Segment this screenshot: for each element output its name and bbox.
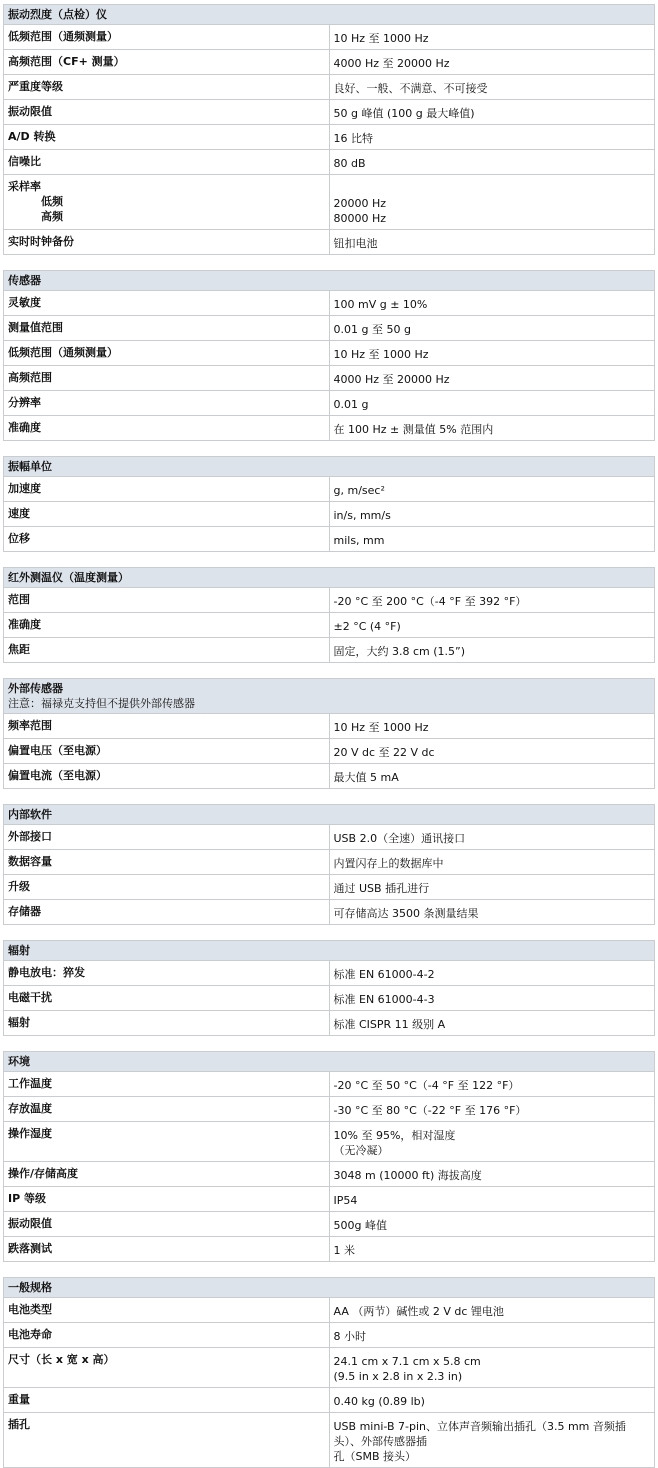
spec-value-cell [329, 1212, 655, 1237]
spec-value-cell [329, 825, 655, 850]
spec-value-cell [329, 1072, 655, 1097]
spec-value-cell [329, 316, 655, 341]
spec-row [4, 986, 655, 1011]
spec-label: 范围 [8, 593, 30, 606]
spec-label-cell [4, 875, 330, 900]
spec-row [4, 1072, 655, 1097]
spec-table [3, 270, 655, 441]
spec-value-cell [329, 100, 655, 125]
spec-value-cell [329, 150, 655, 175]
spec-value: 标准 CISPR 11 级别 A [333, 1018, 446, 1031]
spec-value: 100 mV g ± 10% [333, 298, 428, 311]
spec-sublabel: 低频 [41, 195, 63, 208]
spec-value-cell [329, 1323, 655, 1348]
spec-label-cell [4, 1212, 330, 1237]
spec-row [4, 1388, 655, 1413]
spec-row [4, 366, 655, 391]
spec-label-cell [4, 1237, 330, 1262]
section-title: 辐射 [8, 944, 30, 957]
spec-label-cell [4, 825, 330, 850]
spec-table [3, 1051, 655, 1262]
spec-value-line: （无冷凝） [333, 1144, 389, 1157]
spec-value-line: 10% 至 95%，相对湿度 [333, 1129, 456, 1142]
spec-label: 高频范围（CF+ 测量） [8, 55, 125, 68]
spec-label: 振动限值 [8, 1217, 52, 1230]
spec-value: 50 g 峰值 (100 g 最大峰值) [333, 107, 475, 120]
spec-value-cell [329, 291, 655, 316]
spec-value-cell [329, 502, 655, 527]
spec-value: 可存储高达 3500 条测量结果 [333, 907, 479, 920]
spec-row [4, 875, 655, 900]
spec-row [4, 230, 655, 255]
spec-label-cell [4, 291, 330, 316]
section-title: 红外测温仪（温度测量） [8, 571, 129, 584]
spec-label-cell [4, 1413, 330, 1468]
spec-label-cell [4, 416, 330, 441]
spec-row [4, 1011, 655, 1036]
spec-label: 重量 [8, 1393, 30, 1406]
spec-row [4, 638, 655, 663]
spec-label-cell [4, 850, 330, 875]
spec-value: 4000 Hz 至 20000 Hz [333, 373, 450, 386]
section-title: 振幅单位 [8, 460, 52, 473]
section-header [4, 805, 655, 825]
spec-value-line: 80000 Hz [333, 212, 387, 225]
spec-value: 固定，大约 3.8 cm (1.5”) [333, 645, 466, 658]
spec-label-cell [4, 175, 330, 230]
spec-label-cell [4, 150, 330, 175]
spec-value-cell [329, 1187, 655, 1212]
spec-table [3, 678, 655, 789]
section-title: 环境 [8, 1055, 30, 1068]
spec-row [4, 764, 655, 789]
spec-label: 振动限值 [8, 105, 52, 118]
spec-label-cell [4, 366, 330, 391]
spec-value: 8 小时 [333, 1330, 366, 1343]
spec-row [4, 613, 655, 638]
spec-label-cell [4, 125, 330, 150]
spec-row [4, 175, 655, 230]
spec-row [4, 1162, 655, 1187]
spec-label-cell [4, 527, 330, 552]
section-header [4, 568, 655, 588]
spec-row [4, 1187, 655, 1212]
spec-label-cell [4, 986, 330, 1011]
spec-row [4, 714, 655, 739]
spec-label: 工作温度 [8, 1077, 52, 1090]
spec-value-cell [329, 391, 655, 416]
spec-row [4, 1413, 655, 1468]
spec-value: 通过 USB 插孔进行 [333, 882, 430, 895]
section-title: 一般规格 [8, 1281, 52, 1294]
spec-label: 焦距 [8, 643, 30, 656]
spec-label-cell [4, 502, 330, 527]
spec-label-cell [4, 1011, 330, 1036]
spec-value-cell [329, 125, 655, 150]
spec-label: 偏置电流（至电源） [8, 769, 107, 782]
spec-label: 灵敏度 [8, 296, 41, 309]
spec-label-cell [4, 1187, 330, 1212]
spec-label-cell [4, 1122, 330, 1162]
spec-value-cell [329, 1162, 655, 1187]
spec-row [4, 527, 655, 552]
spec-label: 速度 [8, 507, 30, 520]
spec-label: 采样率 [8, 180, 41, 193]
spec-value-cell [329, 986, 655, 1011]
spec-value-cell [329, 1348, 655, 1388]
spec-row [4, 1212, 655, 1237]
spec-label-cell [4, 477, 330, 502]
spec-label-cell [4, 900, 330, 925]
spec-value: g, m/sec² [333, 484, 385, 497]
spec-value: 500g 峰值 [333, 1219, 387, 1232]
spec-table [3, 4, 655, 255]
spec-row [4, 341, 655, 366]
spec-label-cell [4, 316, 330, 341]
section-header-row [4, 457, 655, 477]
spec-label-cell [4, 1388, 330, 1413]
spec-value: AA （两节）碱性或 2 V dc 锂电池 [333, 1305, 504, 1318]
spec-value: 标准 EN 61000-4-2 [333, 968, 435, 981]
spec-value-cell [329, 75, 655, 100]
spec-value: mils, mm [333, 534, 385, 547]
spec-label-cell [4, 638, 330, 663]
spec-row [4, 850, 655, 875]
spec-label: 存储器 [8, 905, 41, 918]
section-title: 内部软件 [8, 808, 52, 821]
spec-label: 静电放电：猝发 [8, 966, 85, 979]
spec-label-cell [4, 25, 330, 50]
section-header [4, 941, 655, 961]
spec-value-cell [329, 341, 655, 366]
spec-value-cell [329, 416, 655, 441]
spec-row [4, 100, 655, 125]
spec-row [4, 477, 655, 502]
spec-label: 操作湿度 [8, 1127, 52, 1140]
section-header [4, 679, 655, 714]
spec-value-cell [329, 1122, 655, 1162]
spec-value: -30 °C 至 80 °C（-22 °F 至 176 °F） [333, 1104, 527, 1117]
spec-label-cell [4, 1298, 330, 1323]
spec-value: -20 °C 至 200 °C（-4 °F 至 392 °F） [333, 595, 527, 608]
spec-row [4, 75, 655, 100]
section-header-row [4, 679, 655, 714]
spec-label-cell [4, 1097, 330, 1122]
spec-value: 内置闪存上的数据库中 [333, 857, 444, 870]
spec-value-cell [329, 900, 655, 925]
spec-label: 电池寿命 [8, 1328, 52, 1341]
spec-table [3, 456, 655, 552]
spec-value: 最大值 5 mA [333, 771, 399, 784]
spec-label: 严重度等级 [8, 80, 63, 93]
spec-value: IP54 [333, 1194, 358, 1207]
spec-label: 加速度 [8, 482, 41, 495]
spec-row [4, 391, 655, 416]
spec-label-cell [4, 230, 330, 255]
spec-value-cell [329, 1097, 655, 1122]
value-spacer [334, 181, 651, 196]
spec-label: 辐射 [8, 1016, 30, 1029]
spec-label: 电磁干扰 [8, 991, 52, 1004]
spec-label-cell [4, 50, 330, 75]
spec-value: 10 Hz 至 1000 Hz [333, 348, 429, 361]
spec-row [4, 502, 655, 527]
spec-label: A/D 转换 [8, 130, 56, 143]
section-header-row [4, 941, 655, 961]
spec-value-line: 孔（SMB 接头） [333, 1450, 417, 1463]
spec-value: 0.40 kg (0.89 lb) [333, 1395, 425, 1408]
spec-table [3, 1277, 655, 1468]
spec-value-cell [329, 613, 655, 638]
spec-row [4, 1298, 655, 1323]
spec-value-cell [329, 230, 655, 255]
section-header-row [4, 1278, 655, 1298]
spec-label-cell [4, 75, 330, 100]
spec-label-cell [4, 613, 330, 638]
spec-label-cell [4, 961, 330, 986]
spec-label: 信噪比 [8, 155, 41, 168]
spec-label: 高频范围 [8, 371, 52, 384]
spec-value: 80 dB [333, 157, 366, 170]
spec-value: 良好、一般、不满意、不可接受 [333, 82, 488, 95]
section-note: 注意：福禄克支持但不提供外部传感器 [8, 697, 195, 710]
spec-label: 升级 [8, 880, 30, 893]
spec-value: 10 Hz 至 1000 Hz [333, 32, 429, 45]
section-header-row [4, 5, 655, 25]
spec-value: USB 2.0（全速）通讯接口 [333, 832, 466, 845]
spec-value: 20 V dc 至 22 V dc [333, 746, 435, 759]
spec-label-cell [4, 739, 330, 764]
spec-value: 标准 EN 61000-4-3 [333, 993, 435, 1006]
spec-value-line: (9.5 in x 2.8 in x 2.3 in) [333, 1370, 463, 1383]
spec-value: in/s, mm/s [333, 509, 391, 522]
spec-value-cell [329, 1388, 655, 1413]
spec-label: 操作/存储高度 [8, 1167, 79, 1180]
section-header [4, 1278, 655, 1298]
spec-value-cell [329, 1413, 655, 1468]
spec-label: 偏置电压（至电源） [8, 744, 107, 757]
spec-value-line: USB mini-B 7-pin、立体声音频输出插孔（3.5 mm 音频插头）、外部传感器插 [333, 1420, 626, 1448]
spec-label: 低频范围（通频测量） [8, 346, 118, 359]
spec-row [4, 1097, 655, 1122]
spec-row [4, 291, 655, 316]
section-header [4, 271, 655, 291]
spec-value-cell [329, 50, 655, 75]
spec-value: 4000 Hz 至 20000 Hz [333, 57, 450, 70]
spec-value: 钮扣电池 [333, 237, 378, 250]
spec-sublabel: 高频 [41, 210, 63, 223]
spec-label: IP 等级 [8, 1192, 46, 1205]
section-header-row [4, 568, 655, 588]
spec-value-cell [329, 175, 655, 230]
spec-row [4, 961, 655, 986]
spec-label: 低频范围（通频测量） [8, 30, 118, 43]
spec-label-cell [4, 1072, 330, 1097]
spec-value: 16 比特 [333, 132, 373, 145]
spec-value: 10 Hz 至 1000 Hz [333, 721, 429, 734]
spec-value-cell [329, 638, 655, 663]
spec-label-cell [4, 1323, 330, 1348]
spec-table [3, 567, 655, 663]
spec-label-cell [4, 100, 330, 125]
section-title: 振动烈度（点检）仪 [8, 8, 107, 21]
spec-row [4, 739, 655, 764]
spec-label: 尺寸（长 x 宽 x 高） [8, 1353, 115, 1366]
spec-value-cell [329, 961, 655, 986]
spec-value-cell [329, 588, 655, 613]
spec-value-cell [329, 714, 655, 739]
section-header-row [4, 271, 655, 291]
spec-row [4, 25, 655, 50]
spec-value-cell [329, 477, 655, 502]
spec-row [4, 1323, 655, 1348]
spec-label: 存放温度 [8, 1102, 52, 1115]
spec-value-cell [329, 850, 655, 875]
section-header-row [4, 805, 655, 825]
spec-label-cell [4, 341, 330, 366]
spec-value: ±2 °C (4 °F) [333, 620, 401, 633]
spec-label: 频率范围 [8, 719, 52, 732]
spec-value-line: 20000 Hz [333, 197, 387, 210]
section-header [4, 5, 655, 25]
spec-value-cell [329, 1011, 655, 1036]
spec-label: 电池类型 [8, 1303, 52, 1316]
spec-row [4, 416, 655, 441]
spec-label: 数据容量 [8, 855, 52, 868]
section-title: 传感器 [8, 274, 41, 287]
section-header-row [4, 1052, 655, 1072]
spec-label-cell [4, 1348, 330, 1388]
spec-table [3, 804, 655, 925]
spec-label-cell [4, 714, 330, 739]
spec-row [4, 50, 655, 75]
spec-label-cell [4, 588, 330, 613]
spec-row [4, 1237, 655, 1262]
section-header [4, 457, 655, 477]
spec-value-cell [329, 875, 655, 900]
spec-label: 测量值范围 [8, 321, 63, 334]
spec-value-cell [329, 527, 655, 552]
section-header [4, 1052, 655, 1072]
spec-label: 准确度 [8, 421, 41, 434]
spec-row [4, 125, 655, 150]
spec-value: 1 米 [333, 1244, 355, 1257]
spec-value-line: 24.1 cm x 7.1 cm x 5.8 cm [333, 1355, 481, 1368]
spec-label: 实时时钟备份 [8, 235, 74, 248]
spec-value: -20 °C 至 50 °C（-4 °F 至 122 °F） [333, 1079, 520, 1092]
spec-value: 3048 m (10000 ft) 海拔高度 [333, 1169, 482, 1182]
spec-value-cell [329, 366, 655, 391]
spec-label: 外部接口 [8, 830, 52, 843]
spec-row [4, 150, 655, 175]
spec-label: 跌落测试 [8, 1242, 52, 1255]
spec-row [4, 588, 655, 613]
section-title: 外部传感器 [8, 682, 63, 695]
spec-value: 0.01 g [333, 398, 369, 411]
spec-value-cell [329, 1237, 655, 1262]
spec-row [4, 316, 655, 341]
spec-value-cell [329, 25, 655, 50]
spec-label: 插孔 [8, 1418, 30, 1431]
spec-label-cell [4, 764, 330, 789]
spec-table [3, 940, 655, 1036]
spec-value-cell [329, 764, 655, 789]
spec-row [4, 1122, 655, 1162]
spec-row [4, 900, 655, 925]
spec-label-cell [4, 391, 330, 416]
spec-label: 分辨率 [8, 396, 41, 409]
spec-value: 在 100 Hz ± 测量值 5% 范围内 [333, 423, 494, 436]
spec-label: 位移 [8, 532, 30, 545]
spec-value-cell [329, 739, 655, 764]
spec-value: 0.01 g 至 50 g [333, 323, 411, 336]
spec-row [4, 825, 655, 850]
spec-row [4, 1348, 655, 1388]
spec-value-cell [329, 1298, 655, 1323]
spec-label: 准确度 [8, 618, 41, 631]
spec-label-cell [4, 1162, 330, 1187]
